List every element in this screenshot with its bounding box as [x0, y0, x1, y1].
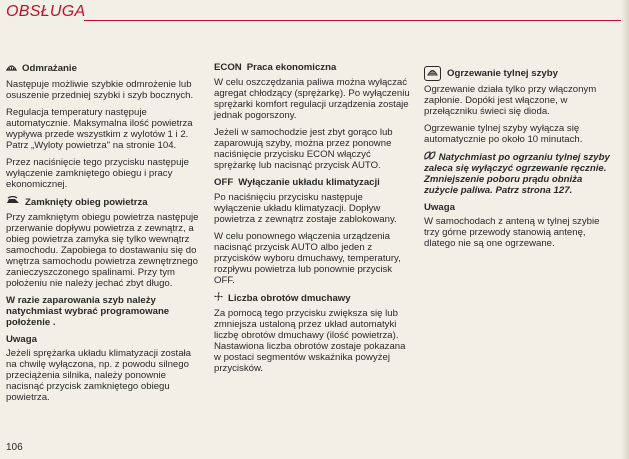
warning-title-right: Uwaga: [424, 202, 455, 213]
fan-paragraph-1: Za pomocą tego przycisku zwiększa się lub zmniejsza ustaloną przez układ automatyki liczbę obrotów dmuchawy (ilość powietrza). Nastawiona liczba obrotów zostaje pokazana w postaci segmentów wskaźnika powyżej przycisków.: [214, 308, 406, 374]
rear-note-text: Natychmiast po ogrzaniu tylnej szyby zaleca się wyłączyć ogrzewanie ręcznie. Zmniejszenie poboru prądu obniża zużycie paliwa. Patrz strona 127.: [424, 152, 610, 196]
eco-leaf-icon: [424, 152, 439, 163]
rear-title: Ogrzewanie tylnej szyby: [447, 67, 558, 79]
warning-title-left: Uwaga: [6, 334, 37, 345]
recirculation-car-icon: [6, 196, 20, 209]
warning-paragraph-left: Jeżeli sprężarka układu klimatyzacji została na chwilę wyłączona, np. z powodu silnego przeciążenia silnika, należy ponownie nacisnąć przycisk zamkniętego obiegu powietrza.: [6, 348, 192, 403]
warning-paragraph-right: W samochodach z anteną w tylnej szybie trzy górne przewody stanowią antenę, dlatego nie są one ogrzewane.: [424, 216, 600, 249]
off-heading: [214, 177, 410, 189]
defrost-title: Odmrażanie: [22, 63, 77, 74]
defrost-icon: [6, 62, 17, 76]
column-right: [424, 62, 616, 255]
header-rule: [84, 20, 621, 21]
rear-heading: [424, 66, 616, 81]
off-paragraph-2: W celu ponownego włączenia urządzenia nacisnąć przycisk AUTO albo jeden z przycisków wyboru dmuchawy, temperatury, rozpływu powietrza lub ponownie przycisk OFF.: [214, 231, 401, 286]
recirc-paragraph-2: W razie zaparowania szyb należy natychmiast wybrać programowane położenie .: [6, 295, 170, 328]
recirc-title: Zamknięty obieg powietrza: [25, 196, 148, 208]
page-edge-shadow: [621, 0, 629, 459]
off-title: Wyłączanie układu klimatyzacji: [238, 177, 380, 188]
defrost-paragraph-2: Regulacja temperatury następuje automatycznie. Maksymalna ilość powietrza wypływa przede wszystkim z wylotów 1 i 2. Patrz „Wyloty powietrza" na stronie 104.: [6, 107, 193, 151]
section-title: OBSŁUGA: [6, 3, 86, 20]
column-left: [6, 62, 204, 409]
defrost-paragraph-3: Przez naciśnięcie tego przycisku następuje wyłączenie zamkniętego obiegu i pracy ekonomicznej.: [6, 157, 189, 190]
column-middle: [214, 62, 410, 380]
rear-window-heat-icon: [424, 66, 441, 81]
econ-title: Praca ekonomiczna: [246, 62, 337, 73]
rear-paragraph-1: Ogrzewanie działa tylko przy włączonym zapłonie. Dopóki jest włączone, w przełączniku świeci się dioda.: [424, 84, 597, 117]
defrost-paragraph-1: Następuje możliwie szybkie odmrożenie lub osuszenie przedniej szybki i szyb bocznych.: [6, 79, 194, 101]
recirc-heading: [6, 196, 204, 209]
off-label: OFF: [214, 177, 234, 188]
fan-icon: [214, 292, 223, 305]
off-paragraph-1: Po naciśnięciu przycisku następuje wyłączenie układu klimatyzacji. Dopływ powietrza z zewnątrz zostaje zablokowany.: [214, 192, 397, 225]
defrost-heading: [6, 62, 204, 76]
rear-paragraph-2: Ogrzewanie tylnej szyby wyłącza się automatycznie po około 10 minutach.: [424, 123, 583, 145]
econ-label: ECON: [214, 62, 242, 73]
recirc-paragraph-1: Przy zamkniętym obiegu powietrza następuje przerwanie dopływu powietrza z zewnątrz, a obieg powietrza zamyka się tylko wewnątrz samochodu. Zapobiega to dostawaniu się do wnętrza samochodu powietrza zewnętrznego zanieczyszczonego spalinami. Przy tym położeniu nie należy jechać zbyt długo.: [6, 212, 199, 289]
econ-paragraph-2: Jeżeli w samochodzie jest zbyt gorąco lub zaparowują szyby, można przez ponowne naciśnięcie przycisku ECON włączyć sprężarkę lub nacisnąć przycisk AUTO.: [214, 127, 393, 171]
page-number: 106: [6, 442, 23, 453]
page-header: [6, 3, 621, 29]
econ-heading: [214, 62, 410, 74]
fan-title: Liczba obrotów dmuchawy: [228, 292, 351, 304]
econ-paragraph-1: W celu oszczędzania paliwa można wyłączać agregat chłodzący (sprężarkę). Po wyłączeniu sprężarki komfort regulacji urządzenia zostaje jednak pogorszony.: [214, 77, 410, 121]
rear-eco-note: [424, 151, 616, 196]
fan-heading: [214, 292, 410, 305]
